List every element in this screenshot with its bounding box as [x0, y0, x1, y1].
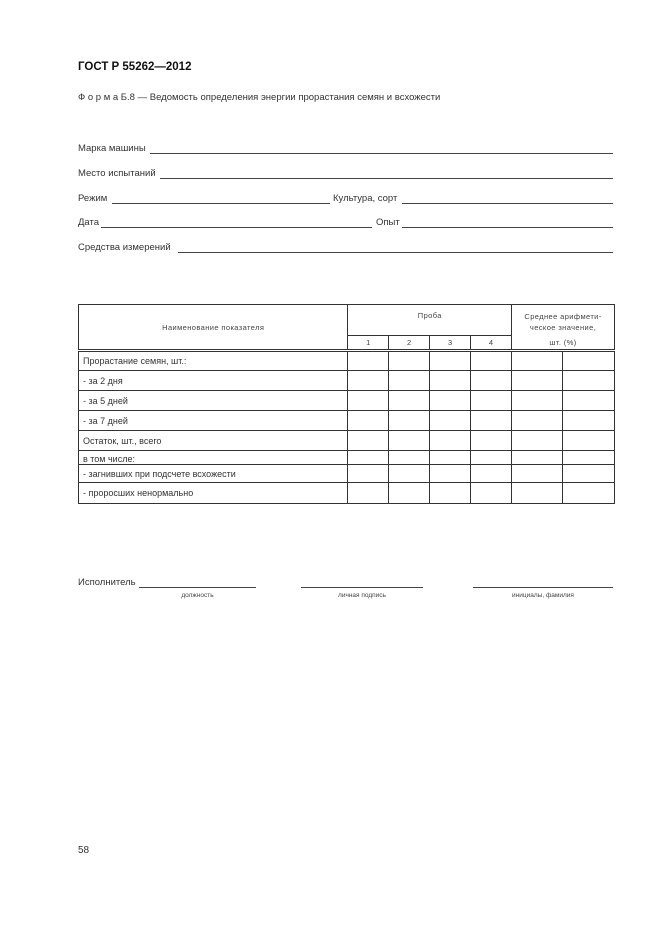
cell[interactable]: [471, 411, 512, 431]
cell[interactable]: [563, 371, 615, 391]
cell[interactable]: [348, 391, 389, 411]
position-field[interactable]: [139, 587, 256, 588]
cell[interactable]: [563, 431, 615, 451]
row-5-days: - за 5 дней: [79, 391, 348, 411]
test-place-label: Место испытаний: [78, 168, 156, 179]
row-germination: Прорастание семян, шт.:: [79, 351, 348, 371]
mean-header-line1: Среднее арифмети-: [524, 311, 602, 321]
instruments-label: Средства измерений: [78, 242, 171, 253]
row-rotten: - загнивших при подсчете всхожести: [79, 465, 348, 483]
cell[interactable]: [471, 451, 512, 465]
cell[interactable]: [512, 483, 563, 504]
signature-field[interactable]: [301, 587, 423, 588]
experiment-label: Опыт: [376, 217, 400, 228]
signature-caption: личная подпись: [338, 592, 386, 599]
cell[interactable]: [348, 371, 389, 391]
cell[interactable]: [348, 451, 389, 465]
form-title: Ф о р м а Б.8 — Ведомость определения энергии прорастания семян и всхожести: [78, 92, 441, 103]
cell[interactable]: [430, 371, 471, 391]
cell[interactable]: [389, 431, 430, 451]
date-label: Дата: [78, 217, 100, 228]
cell[interactable]: [430, 483, 471, 504]
cell[interactable]: [563, 411, 615, 431]
row-7-days: - за 7 дней: [79, 411, 348, 431]
cell[interactable]: [389, 451, 430, 465]
cell[interactable]: [471, 483, 512, 504]
row-abnormal: - проросших ненормально: [79, 483, 348, 504]
cell[interactable]: [512, 351, 563, 371]
mean-header: [512, 305, 615, 336]
indicator-header: Наименование показателя: [79, 305, 348, 351]
row-including: в том числе:: [79, 451, 348, 465]
germination-table: [78, 304, 615, 504]
cell[interactable]: [512, 391, 563, 411]
cell[interactable]: [512, 411, 563, 431]
cell[interactable]: [430, 351, 471, 371]
cell[interactable]: [471, 351, 512, 371]
cell[interactable]: [512, 371, 563, 391]
cell[interactable]: [512, 431, 563, 451]
cell[interactable]: [430, 451, 471, 465]
cell[interactable]: [389, 391, 430, 411]
cell[interactable]: [563, 351, 615, 371]
crop-variety-label: Культура, сорт: [333, 193, 398, 204]
initials-caption: инициалы, фамилия: [512, 592, 574, 599]
machine-brand-label: Марка машины: [78, 143, 146, 154]
sample-2-header: 2: [389, 336, 430, 351]
cell[interactable]: [389, 351, 430, 371]
mode-label: Режим: [78, 193, 108, 204]
cell[interactable]: [471, 391, 512, 411]
date-field[interactable]: [101, 227, 372, 228]
instruments-field[interactable]: [178, 252, 613, 253]
mean-header-line2: ческое значение,: [529, 322, 597, 332]
cell[interactable]: [471, 371, 512, 391]
mean-unit-header: шт. (%): [512, 336, 615, 351]
cell[interactable]: [389, 465, 430, 483]
executor-label: Исполнитель: [78, 577, 136, 588]
cell[interactable]: [563, 465, 615, 483]
cell[interactable]: [389, 483, 430, 504]
row-remainder: Остаток, шт., всего: [79, 431, 348, 451]
cell[interactable]: [348, 465, 389, 483]
cell[interactable]: [471, 431, 512, 451]
sample-4-header: 4: [471, 336, 512, 351]
row-2-days: - за 2 дня: [79, 371, 348, 391]
cell[interactable]: [512, 451, 563, 465]
test-place-field[interactable]: [160, 178, 613, 179]
sample-3-header: 3: [430, 336, 471, 351]
cell[interactable]: [348, 483, 389, 504]
sample-header: Проба: [348, 305, 512, 336]
cell[interactable]: [430, 465, 471, 483]
cell[interactable]: [563, 451, 615, 465]
cell[interactable]: [348, 431, 389, 451]
sample-1-header: 1: [348, 336, 389, 351]
cell[interactable]: [563, 483, 615, 504]
machine-brand-field[interactable]: [150, 153, 613, 154]
cell[interactable]: [389, 371, 430, 391]
cell[interactable]: [348, 351, 389, 371]
cell[interactable]: [563, 391, 615, 411]
cell[interactable]: [430, 431, 471, 451]
experiment-field[interactable]: [402, 227, 613, 228]
cell[interactable]: [471, 465, 512, 483]
initials-field[interactable]: [473, 587, 613, 588]
cell[interactable]: [512, 465, 563, 483]
cell[interactable]: [389, 411, 430, 431]
cell[interactable]: [430, 411, 471, 431]
position-caption: должность: [181, 592, 214, 599]
cell[interactable]: [348, 411, 389, 431]
cell[interactable]: [430, 391, 471, 411]
mode-field[interactable]: [112, 203, 330, 204]
crop-variety-field[interactable]: [402, 203, 613, 204]
standard-title: ГОСТ Р 55262—2012: [78, 61, 192, 73]
page-number: 58: [78, 845, 90, 856]
